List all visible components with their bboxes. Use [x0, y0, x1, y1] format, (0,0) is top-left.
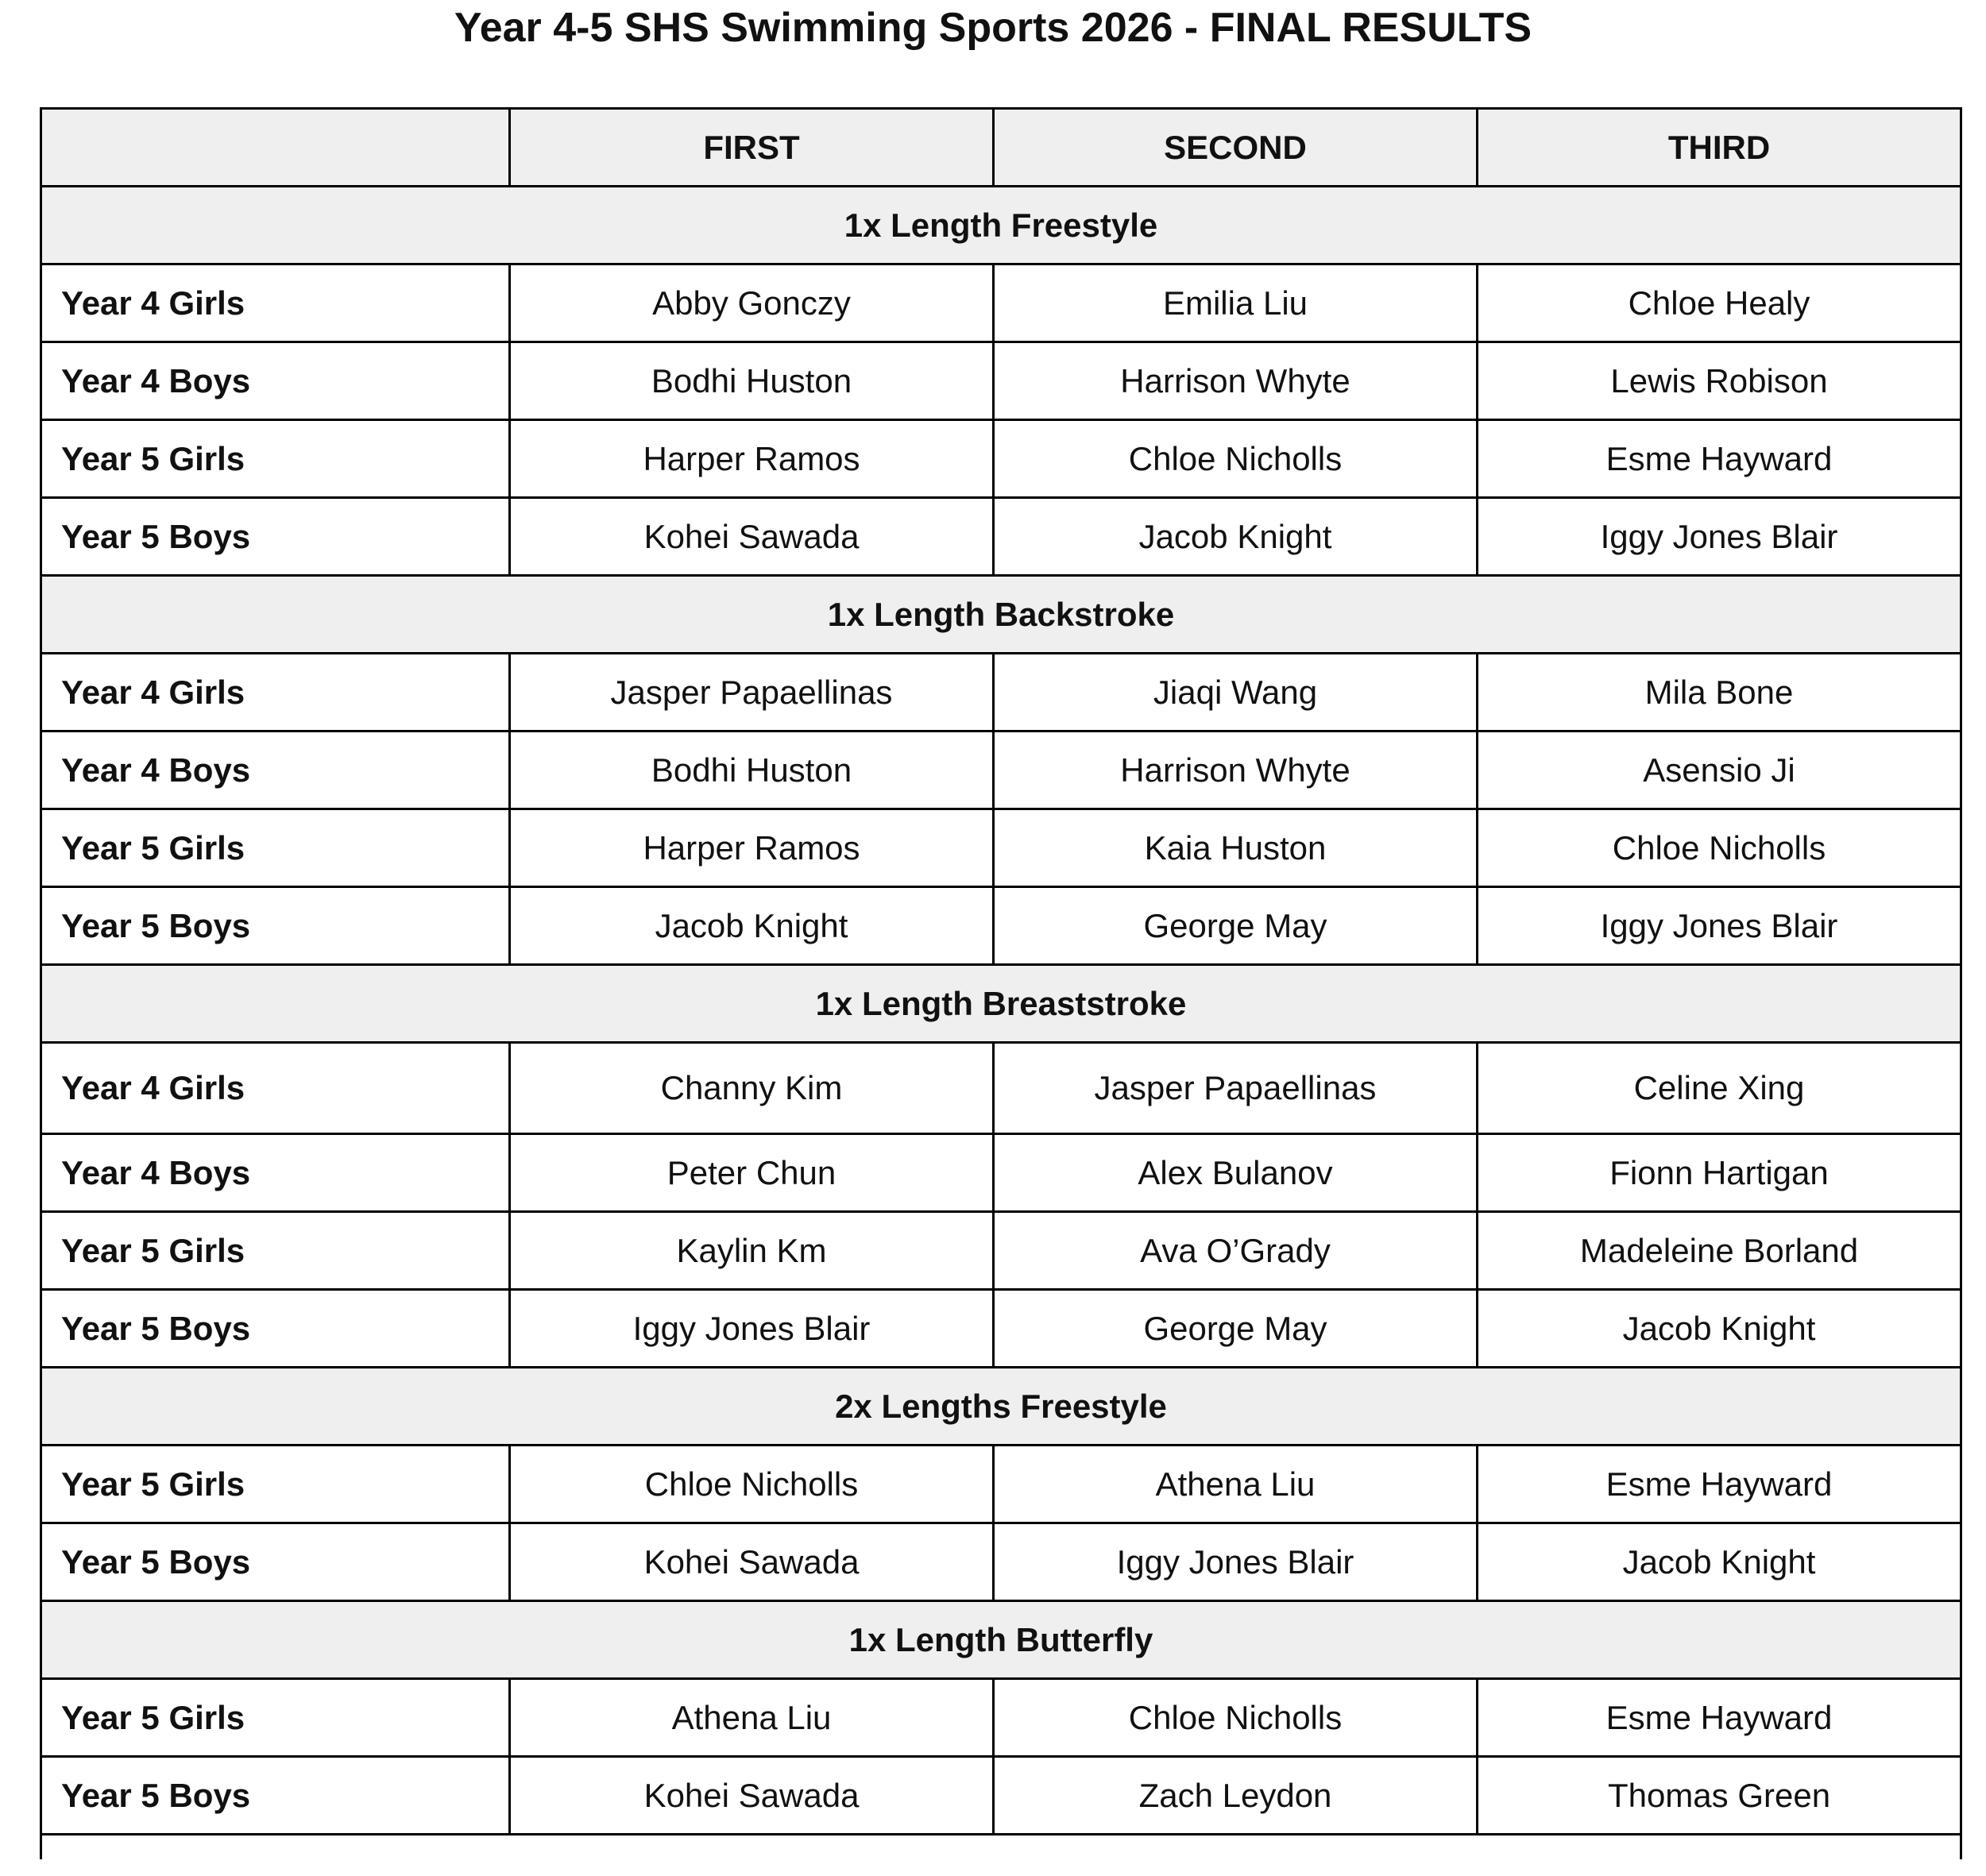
result-row — [41, 1290, 1961, 1368]
third-place: Fionn Hartigan — [1478, 1134, 1961, 1212]
second-place: Jasper Papaellinas — [994, 1043, 1478, 1134]
first-place: Bodhi Huston — [510, 342, 994, 420]
first-place: Channy Kim — [510, 1043, 994, 1134]
header-second: SECOND — [994, 109, 1478, 187]
event-header-row — [41, 1368, 1961, 1446]
result-row — [41, 731, 1961, 809]
first-place: Jasper Papaellinas — [510, 654, 994, 731]
second-place: Athena Liu — [994, 1446, 1478, 1523]
division-label: Year 4 Boys — [41, 1134, 510, 1212]
result-row — [41, 498, 1961, 576]
result-row — [41, 654, 1961, 731]
event-name: 2x Lengths Freestyle — [41, 1368, 1961, 1446]
event-name: 1x Length Freestyle — [41, 187, 1961, 264]
header-row — [41, 109, 1961, 187]
result-row — [41, 1446, 1961, 1523]
third-place: Jacob Knight — [1478, 1523, 1961, 1601]
event-header-row — [41, 965, 1961, 1043]
third-place: Chloe Nicholls — [1478, 809, 1961, 887]
third-place: Asensio Ji — [1478, 731, 1961, 809]
event-name: 1x Length Butterfly — [41, 1601, 1961, 1679]
second-place: Iggy Jones Blair — [994, 1523, 1478, 1601]
division-label: Year 5 Boys — [41, 887, 510, 965]
second-place: Jacob Knight — [994, 498, 1478, 576]
result-row — [41, 420, 1961, 498]
first-place: Abby Gonczy — [510, 264, 994, 342]
third-place: Celine Xing — [1478, 1043, 1961, 1134]
division-label: Year 5 Boys — [41, 1290, 510, 1368]
first-place: Harper Ramos — [510, 420, 994, 498]
division-label: Year 5 Girls — [41, 1679, 510, 1757]
second-place: Harrison Whyte — [994, 731, 1478, 809]
division-label: Year 4 Girls — [41, 654, 510, 731]
first-place: Chloe Nicholls — [510, 1446, 994, 1523]
result-row — [41, 1212, 1961, 1290]
division-label: Year 5 Boys — [41, 498, 510, 576]
result-row — [41, 809, 1961, 887]
third-place: Thomas Green — [1478, 1757, 1961, 1835]
division-label: Year 4 Girls — [41, 264, 510, 342]
result-row — [41, 1757, 1961, 1835]
division-label: Year 4 Girls — [41, 1043, 510, 1134]
first-place: Bodhi Huston — [510, 731, 994, 809]
results-table — [40, 107, 1962, 1859]
third-place: Esme Hayward — [1478, 420, 1961, 498]
event-header-row — [41, 576, 1961, 654]
third-place: Jacob Knight — [1478, 1290, 1961, 1368]
header-third: THIRD — [1478, 109, 1961, 187]
result-row — [41, 1679, 1961, 1757]
table-continuation-cell — [41, 1835, 1961, 1860]
second-place: Chloe Nicholls — [994, 420, 1478, 498]
third-place: Madeleine Borland — [1478, 1212, 1961, 1290]
first-place: Athena Liu — [510, 1679, 994, 1757]
second-place: Zach Leydon — [994, 1757, 1478, 1835]
second-place: Jiaqi Wang — [994, 654, 1478, 731]
first-place: Jacob Knight — [510, 887, 994, 965]
event-name: 1x Length Breaststroke — [41, 965, 1961, 1043]
result-row — [41, 887, 1961, 965]
division-label: Year 5 Girls — [41, 809, 510, 887]
third-place: Lewis Robison — [1478, 342, 1961, 420]
second-place: Kaia Huston — [994, 809, 1478, 887]
third-place: Esme Hayward — [1478, 1679, 1961, 1757]
division-label: Year 5 Girls — [41, 1212, 510, 1290]
first-place: Kohei Sawada — [510, 1523, 994, 1601]
division-label: Year 5 Girls — [41, 420, 510, 498]
second-place: Ava O’Grady — [994, 1212, 1478, 1290]
third-place: Chloe Healy — [1478, 264, 1961, 342]
second-place: Harrison Whyte — [994, 342, 1478, 420]
result-row — [41, 1043, 1961, 1134]
division-label: Year 4 Boys — [41, 342, 510, 420]
second-place: George May — [994, 1290, 1478, 1368]
header-first: FIRST — [510, 109, 994, 187]
first-place: Kohei Sawada — [510, 1757, 994, 1835]
second-place: George May — [994, 887, 1478, 965]
result-row — [41, 1134, 1961, 1212]
table-continuation — [41, 1835, 1961, 1860]
first-place: Peter Chun — [510, 1134, 994, 1212]
result-row — [41, 264, 1961, 342]
event-name: 1x Length Backstroke — [41, 576, 1961, 654]
third-place: Iggy Jones Blair — [1478, 498, 1961, 576]
second-place: Chloe Nicholls — [994, 1679, 1478, 1757]
page-title: Year 4-5 SHS Swimming Sports 2026 - FINAL RESULTS — [454, 5, 1532, 51]
second-place: Alex Bulanov — [994, 1134, 1478, 1212]
first-place: Iggy Jones Blair — [510, 1290, 994, 1368]
event-header-row — [41, 187, 1961, 264]
result-row — [41, 342, 1961, 420]
division-label: Year 5 Boys — [41, 1523, 510, 1601]
second-place: Emilia Liu — [994, 264, 1478, 342]
third-place: Iggy Jones Blair — [1478, 887, 1961, 965]
division-label: Year 5 Boys — [41, 1757, 510, 1835]
first-place: Kohei Sawada — [510, 498, 994, 576]
division-label: Year 4 Boys — [41, 731, 510, 809]
first-place: Kaylin Km — [510, 1212, 994, 1290]
result-row — [41, 1523, 1961, 1601]
division-label: Year 5 Girls — [41, 1446, 510, 1523]
first-place: Harper Ramos — [510, 809, 994, 887]
header-blank — [41, 109, 510, 187]
event-header-row — [41, 1601, 1961, 1679]
third-place: Esme Hayward — [1478, 1446, 1961, 1523]
third-place: Mila Bone — [1478, 654, 1961, 731]
